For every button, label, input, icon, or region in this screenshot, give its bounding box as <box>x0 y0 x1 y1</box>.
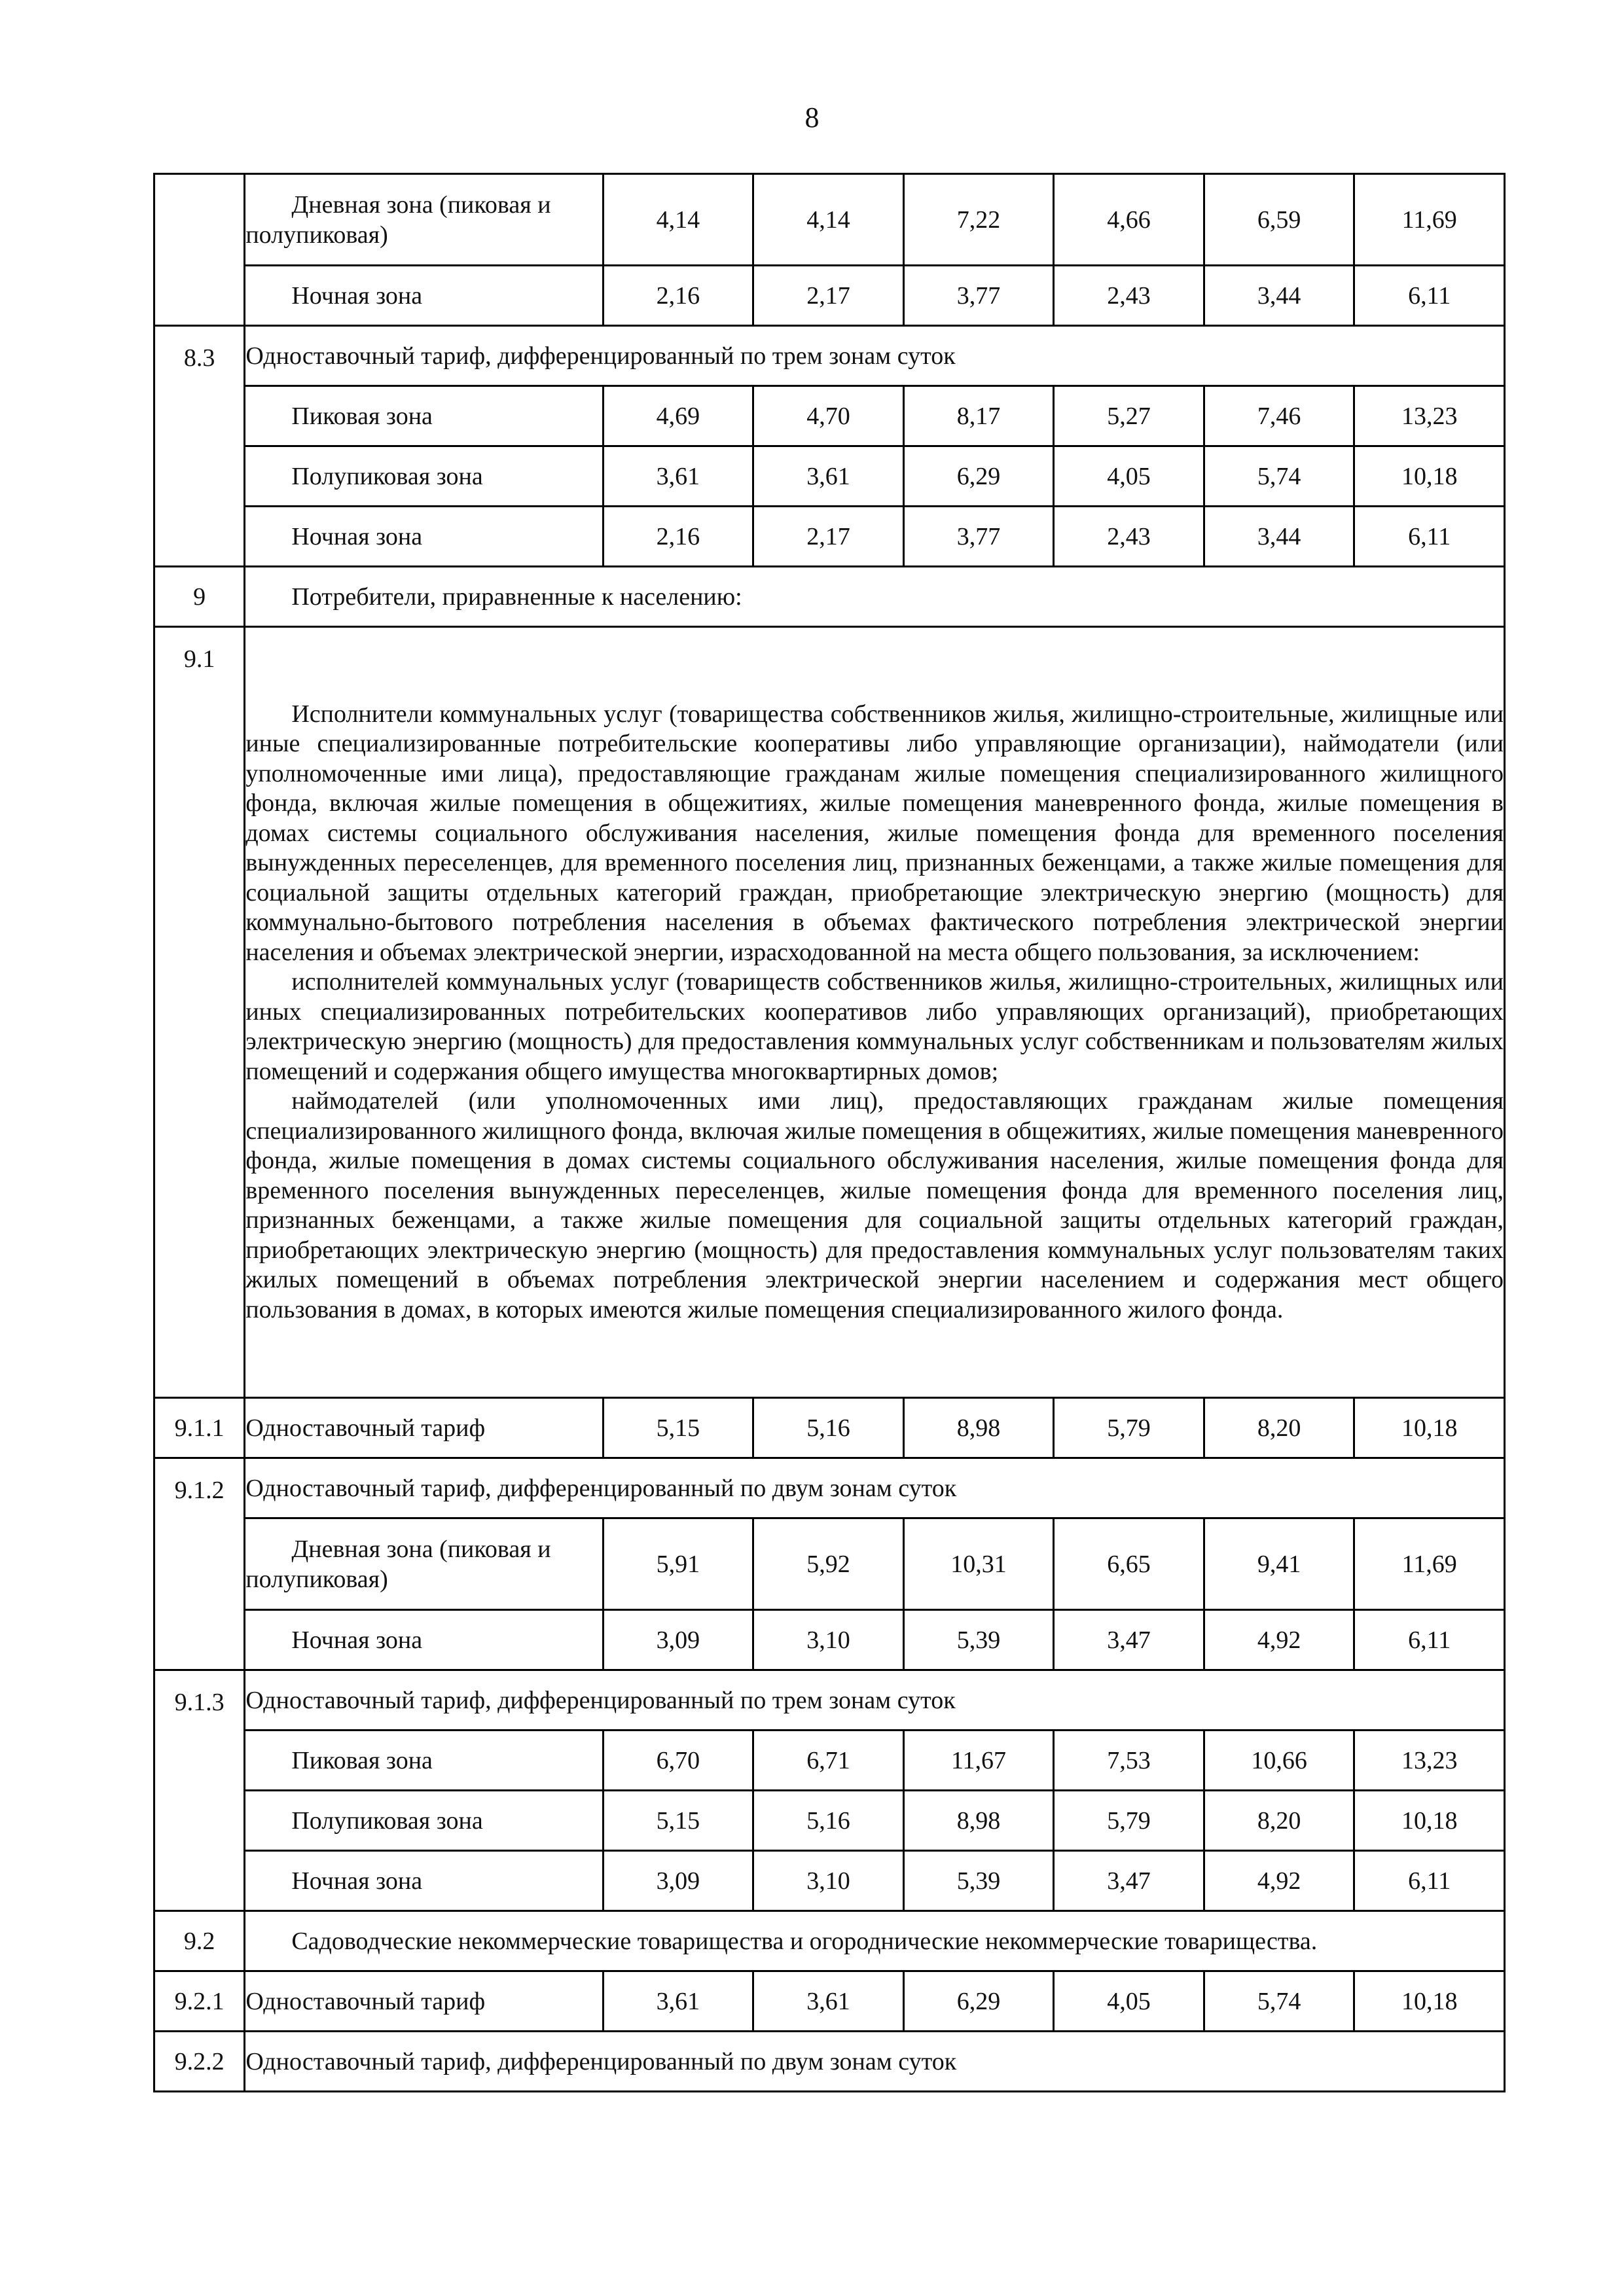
value-cell: 5,39 <box>903 1610 1054 1670</box>
value-cell: 2,17 <box>753 507 904 567</box>
value-cell: 3,09 <box>603 1610 753 1670</box>
table-row <box>154 1518 1505 1610</box>
value-cell: 5,15 <box>603 1791 753 1851</box>
section-heading: Одноставочный тариф, дифференцированный по двум зонам суток <box>245 2032 1505 2092</box>
value-cell: 6,11 <box>1354 1851 1505 1911</box>
table-row <box>154 1971 1505 2032</box>
description-paragraph: исполнителей коммунальных услуг (товариществ собственников жилья, жилищно-строительных, жилищных или иных специализированных потребительских кооперативов либо управляющих организаций), приобретающих электрическую энергию (мощность) для предоставления коммунальных услуг собственникам и пользователям жилых помещений и содержания общего имущества многоквартирных домов; <box>245 968 1504 1085</box>
value-cell: 4,14 <box>603 174 753 266</box>
value-cell: 3,10 <box>753 1851 904 1911</box>
value-cell: 3,77 <box>903 266 1054 326</box>
table-row <box>154 1610 1505 1670</box>
table-row <box>154 1731 1505 1791</box>
value-cell: 7,53 <box>1054 1731 1204 1791</box>
value-cell: 10,18 <box>1354 1971 1505 2032</box>
value-cell: 6,11 <box>1354 1610 1505 1670</box>
value-cell: 2,16 <box>603 507 753 567</box>
value-cell: 6,70 <box>603 1731 753 1791</box>
value-cell: 8,98 <box>903 1791 1054 1851</box>
description-cell <box>245 627 1505 1398</box>
value-cell: 5,79 <box>1054 1791 1204 1851</box>
table-row <box>154 266 1505 326</box>
value-cell: 3,47 <box>1054 1851 1204 1911</box>
index-cell: 9.2 <box>154 1911 245 1971</box>
value-cell: 3,47 <box>1054 1610 1204 1670</box>
value-cell: 6,59 <box>1204 174 1354 266</box>
section-heading: Одноставочный тариф, дифференцированный по двум зонам суток <box>245 1458 1505 1518</box>
row-label <box>245 1518 603 1610</box>
value-cell: 3,44 <box>1204 266 1354 326</box>
value-cell: 3,77 <box>903 507 1054 567</box>
table-row <box>154 1670 1505 1731</box>
index-cell: 9 <box>154 567 245 627</box>
description-paragraph: Исполнители коммунальных услуг (товарищества собственников жилья, жилищно-строительные, жилищные или иные специализированные потребительские кооперативы либо управляющие организации), наймодатели (или уполномоченные ими лица), предоставляющие гражданам жилые помещения специализированного жилищного фонда, включая жилые помещения в общежитиях, жилые помещения маневренного фонда, жилые помещения в домах системы социального обслуживания населения, жилые помещения фонда для временного поселения вынужденных переселенцев, для временного поселения лиц, признанных беженцами, а также жилые помещения для социальной защиты отдельных категорий граждан, приобретающие электрическую энергию (мощность) для коммунально-бытового потребления населения в объемах фактического потребления электрической энергии населения и объемах электрической энергии, израсходованной на места общего пользования, за исключением: <box>245 700 1504 966</box>
index-cell: 9.2.2 <box>154 2032 245 2092</box>
section-heading: Потребители, приравненные к населению: <box>245 567 1505 627</box>
value-cell: 9,41 <box>1204 1518 1354 1610</box>
row-label: Пиковая зона <box>245 386 603 446</box>
description-paragraph: наймодателей (или уполномоченных ими лиц), предоставляющих гражданам жилые помещения специализированного жилищного фонда, включая жилые помещения в общежитиях, жилые помещения маневренного фонда, жилые помещения в домах системы социального обслуживания населения, жилые помещения фонда для временного поселения вынужденных переселенцев, жилые помещения фонда для временного поселения лиц, признанных беженцами, а также жилые помещения для социальной защиты отдельных категорий граждан, приобретающих электрическую энергию (мощность) для предоставления коммунальных услуг пользователям таких жилых помещений в объемах потребления электрической энергии населением и содержания мест общего пользования в домах, в которых имеются жилые помещения специализированного жилого фонда. <box>245 1087 1504 1323</box>
table-row <box>154 2032 1505 2092</box>
table-row <box>154 446 1505 507</box>
row-label: Ночная зона <box>245 1610 603 1670</box>
value-cell: 4,05 <box>1054 446 1204 507</box>
value-cell: 4,05 <box>1054 1971 1204 2032</box>
value-cell: 4,70 <box>753 386 904 446</box>
section-heading: Одноставочный тариф, дифференцированный по трем зонам суток <box>245 1670 1505 1731</box>
value-cell: 5,16 <box>753 1398 904 1458</box>
value-cell: 3,61 <box>603 1971 753 2032</box>
index-cell: 9.1.1 <box>154 1398 245 1458</box>
value-cell: 4,14 <box>753 174 904 266</box>
value-cell: 5,27 <box>1054 386 1204 446</box>
value-cell: 2,43 <box>1054 507 1204 567</box>
page-number: 8 <box>804 101 820 134</box>
index-cell: 8.3 <box>154 326 245 567</box>
value-cell: 5,91 <box>603 1518 753 1610</box>
value-cell: 2,16 <box>603 266 753 326</box>
value-cell: 4,69 <box>603 386 753 446</box>
value-cell: 5,39 <box>903 1851 1054 1911</box>
table-row <box>154 1791 1505 1851</box>
index-cell: 9.1 <box>154 627 245 1398</box>
tariff-table <box>153 173 1506 2092</box>
value-cell: 5,79 <box>1054 1398 1204 1458</box>
row-label: Ночная зона <box>245 1851 603 1911</box>
row-label-line: полупиковая) <box>245 1565 388 1593</box>
value-cell: 3,61 <box>753 1971 904 2032</box>
table-row <box>154 326 1505 386</box>
value-cell: 8,20 <box>1204 1791 1354 1851</box>
value-cell: 5,16 <box>753 1791 904 1851</box>
section-heading: Одноставочный тариф, дифференцированный по трем зонам суток <box>245 326 1505 386</box>
value-cell: 4,66 <box>1054 174 1204 266</box>
index-cell <box>154 174 245 326</box>
table-row <box>154 1398 1505 1458</box>
value-cell: 10,18 <box>1354 1398 1505 1458</box>
value-cell: 11,69 <box>1354 1518 1505 1610</box>
value-cell: 6,71 <box>753 1731 904 1791</box>
value-cell: 4,92 <box>1204 1610 1354 1670</box>
value-cell: 13,23 <box>1354 1731 1505 1791</box>
value-cell: 8,17 <box>903 386 1054 446</box>
value-cell: 5,15 <box>603 1398 753 1458</box>
value-cell: 7,22 <box>903 174 1054 266</box>
row-label-line: Дневная зона (пиковая и <box>291 190 551 219</box>
row-label-line: Дневная зона (пиковая и <box>291 1535 551 1563</box>
row-label: Одноставочный тариф <box>245 1971 603 2032</box>
row-label: Полупиковая зона <box>245 446 603 507</box>
value-cell: 2,43 <box>1054 266 1204 326</box>
table-row <box>154 1458 1505 1518</box>
value-cell: 10,31 <box>903 1518 1054 1610</box>
value-cell: 3,10 <box>753 1610 904 1670</box>
value-cell: 6,29 <box>903 446 1054 507</box>
value-cell: 10,18 <box>1354 446 1505 507</box>
value-cell: 6,11 <box>1354 266 1505 326</box>
value-cell: 3,44 <box>1204 507 1354 567</box>
value-cell: 3,09 <box>603 1851 753 1911</box>
row-label <box>245 174 603 266</box>
value-cell: 5,74 <box>1204 446 1354 507</box>
value-cell: 8,20 <box>1204 1398 1354 1458</box>
table-row <box>154 1851 1505 1911</box>
table-row <box>154 1911 1505 1971</box>
value-cell: 6,65 <box>1054 1518 1204 1610</box>
row-label: Ночная зона <box>245 266 603 326</box>
table-row <box>154 507 1505 567</box>
value-cell: 4,92 <box>1204 1851 1354 1911</box>
value-cell: 3,61 <box>603 446 753 507</box>
value-cell: 7,46 <box>1204 386 1354 446</box>
value-cell: 2,17 <box>753 266 904 326</box>
value-cell: 3,61 <box>753 446 904 507</box>
value-cell: 8,98 <box>903 1398 1054 1458</box>
value-cell: 11,69 <box>1354 174 1505 266</box>
row-label: Ночная зона <box>245 507 603 567</box>
value-cell: 10,18 <box>1354 1791 1505 1851</box>
section-heading: Садоводческие некоммерческие товарищества и огороднические некоммерческие товарищества. <box>245 1911 1505 1971</box>
value-cell: 13,23 <box>1354 386 1505 446</box>
row-label: Полупиковая зона <box>245 1791 603 1851</box>
value-cell: 10,66 <box>1204 1731 1354 1791</box>
value-cell: 11,67 <box>903 1731 1054 1791</box>
index-cell: 9.1.2 <box>154 1458 245 1670</box>
table-row <box>154 627 1505 1398</box>
value-cell: 5,92 <box>753 1518 904 1610</box>
row-label: Одноставочный тариф <box>245 1398 603 1458</box>
value-cell: 6,11 <box>1354 507 1505 567</box>
table-row <box>154 174 1505 266</box>
row-label: Пиковая зона <box>245 1731 603 1791</box>
row-label-line: полупиковая) <box>245 221 388 249</box>
table-row <box>154 386 1505 446</box>
value-cell: 5,74 <box>1204 1971 1354 2032</box>
index-cell: 9.1.3 <box>154 1670 245 1911</box>
value-cell: 6,29 <box>903 1971 1054 2032</box>
table-row <box>154 567 1505 627</box>
index-cell: 9.2.1 <box>154 1971 245 2032</box>
